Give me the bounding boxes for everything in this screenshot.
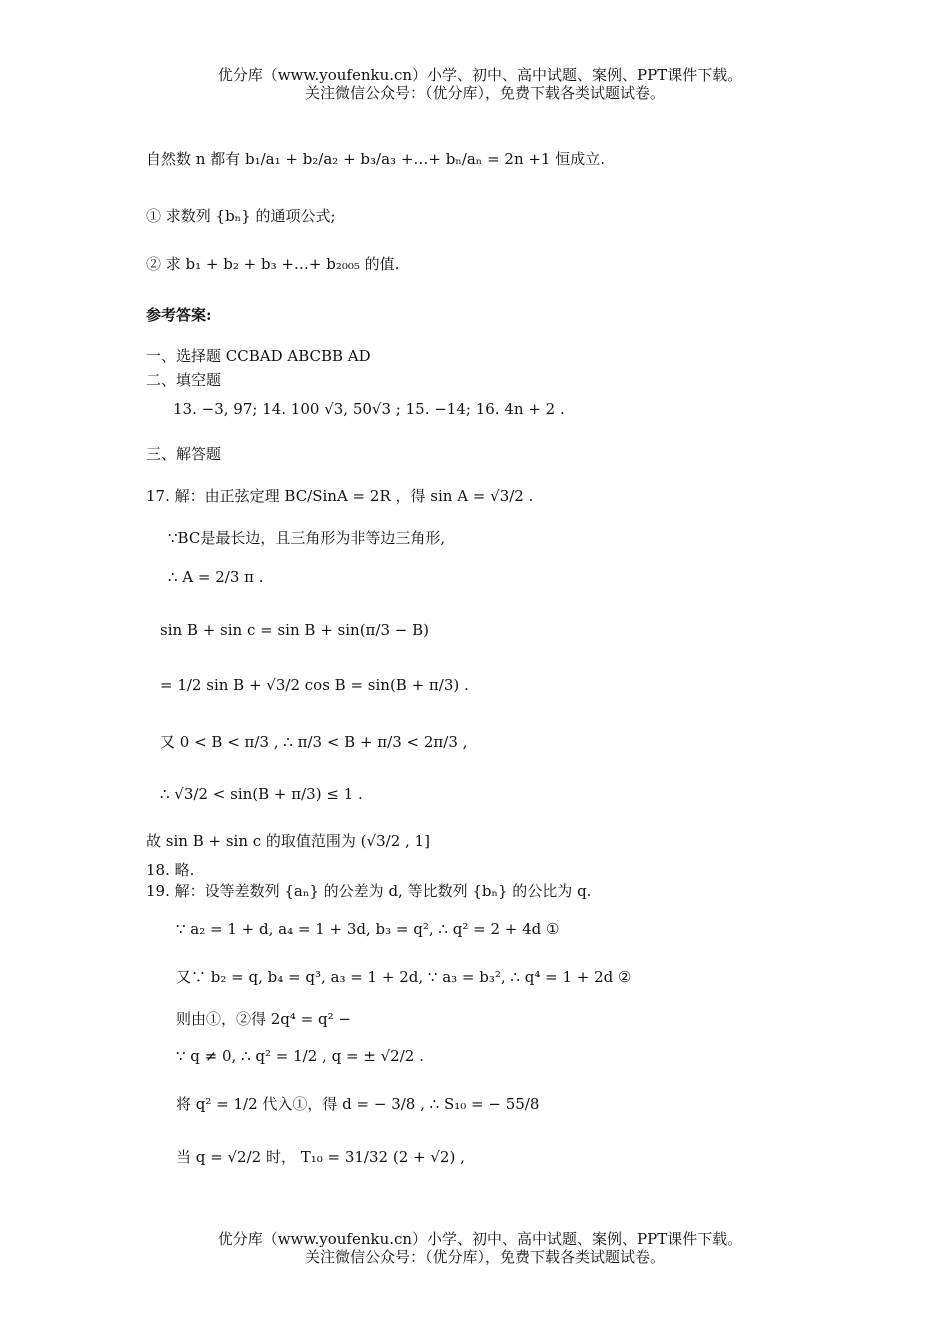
page-footer: [0, 1230, 950, 1266]
q17-line-7: ∴ √3/2 < sin(B + π/3) ≤ 1 .: [160, 785, 363, 803]
q17-line-6: 又 0 < B < π/3 , ∴ π/3 < B + π/3 < 2π/3 ,: [160, 733, 468, 751]
q19-line-7: 当 q = √2/2 时， T₁₀ = 31/32 (2 + √2) ,: [176, 1148, 465, 1166]
q19-line-4: 则由①，②得 2q⁴ = q² −: [176, 1010, 351, 1028]
footer-line-2: 关注微信公众号：（优分库），免费下载各类试题试卷。: [304, 1248, 665, 1266]
q17-line-5: = 1/2 sin B + √3/2 cos B = sin(B + π/3) .: [160, 676, 469, 694]
q17-line-8: 故 sin B + sin c 的取值范围为 (√3/2 , 1]: [146, 832, 430, 850]
answers-title: 参考答案:: [146, 306, 212, 324]
q17-line-2: ∵BC是最长边，且三角形为非等边三角形,: [168, 529, 446, 547]
q19-line-6: 将 q² = 1/2 代入①，得 d = − 3/8 , ∴ S₁₀ = − 55/8: [176, 1095, 540, 1113]
problem-condition: 自然数 n 都有 b₁/a₁ + b₂/a₂ + b₃/a₃ +…+ bₙ/aₙ = 2n +1 恒成立.: [146, 150, 606, 168]
question-1: ① 求数列 {bₙ} 的通项公式;: [146, 207, 336, 225]
q19-line-2: ∵ a₂ = 1 + d, a₄ = 1 + 3d, b₃ = q², ∴ q² = 2 + 4d ①: [176, 920, 560, 938]
section-solve: 三、解答题: [146, 445, 222, 463]
q18-line: 18. 略.: [146, 861, 195, 879]
q19-line-5: ∵ q ≠ 0, ∴ q² = 1/2 , q = ± √2/2 .: [176, 1047, 424, 1065]
header-line-2: 关注微信公众号：（优分库），免费下载各类试题试卷。: [304, 84, 665, 102]
q19-line-3: 又∵ b₂ = q, b₄ = q³, a₃ = 1 + 2d, ∵ a₃ = b₃², ∴ q⁴ = 1 + 2d ②: [176, 968, 632, 986]
q17-line-1: 17. 解：由正弦定理 BC/SinA = 2R ，得 sin A = √3/2 .: [146, 487, 534, 505]
fill-answers: 13. −3, 97; 14. 100 √3, 50√3 ; 15. −14; 16. 4n + 2 .: [173, 400, 565, 418]
question-2: ② 求 b₁ + b₂ + b₃ +…+ b₂₀₀₅ 的值.: [146, 255, 400, 273]
page-header: [0, 66, 950, 102]
section-fill: 二、填空题: [146, 371, 222, 389]
q17-line-3: ∴ A = 2/3 π .: [168, 568, 264, 586]
footer-line-1: 优分库（www.youfenku.cn）小学、初中、高中试题、案例、PPT课件下载。: [217, 1230, 743, 1248]
header-line-1: 优分库（www.youfenku.cn）小学、初中、高中试题、案例、PPT课件下载。: [217, 66, 743, 84]
q19-line-1: 19. 解：设等差数列 {aₙ} 的公差为 d, 等比数列 {bₙ} 的公比为 q.: [146, 882, 592, 900]
section-choice: 一、选择题 CCBAD ABCBB AD: [146, 347, 371, 365]
q17-line-4: sin B + sin c = sin B + sin(π/3 − B): [160, 621, 429, 639]
